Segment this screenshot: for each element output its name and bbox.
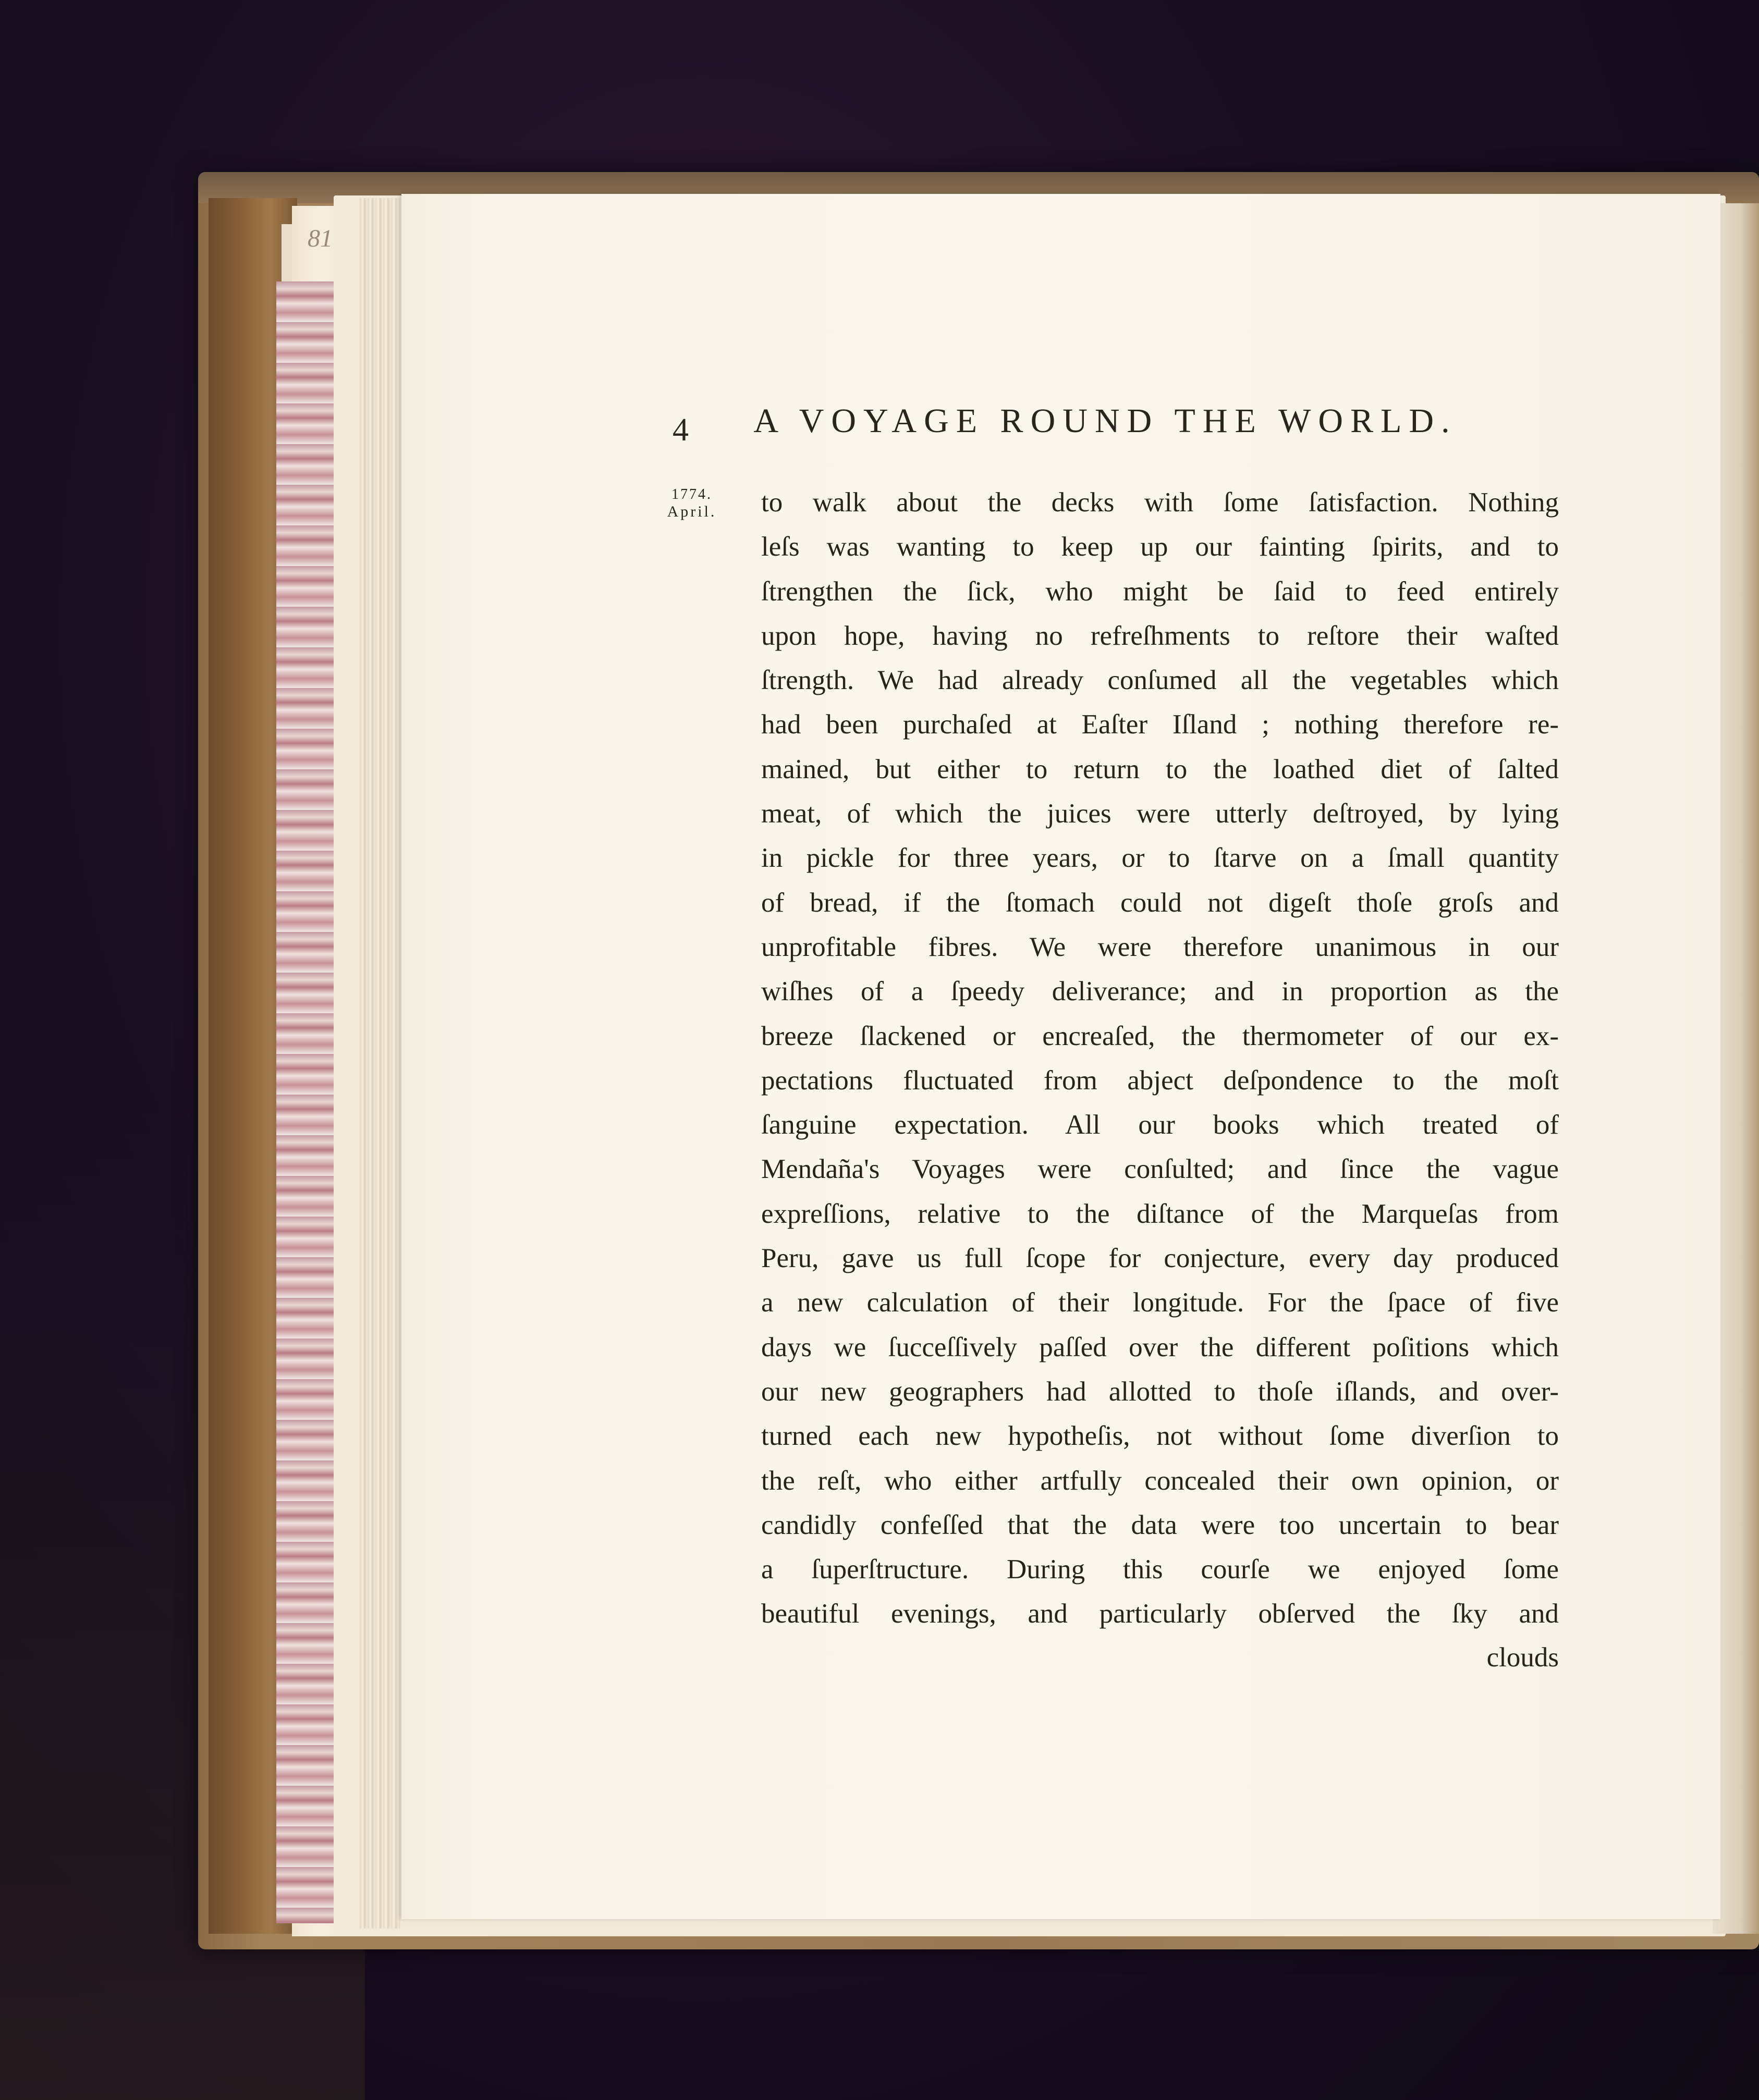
page-number: 4 — [673, 412, 689, 448]
text-line: ſtrength. We had already conſumed all the vegetables which — [761, 665, 1559, 696]
text-line: pectations fluctuated from abject deſpondence to the moſt — [761, 1065, 1559, 1096]
text-line: had been purchaſed at Eaſter Iſland ; nothing therefore re- — [761, 709, 1559, 740]
text-line: of bread, if the ſtomach could not digeſt thoſe groſs and — [761, 887, 1559, 918]
text-line: our new geographers had allotted to thoſe iſlands, and over- — [761, 1376, 1559, 1407]
margin-note-month: April. — [667, 503, 717, 520]
text-line: meat, of which the juices were utterly deſtroyed, by lying — [761, 799, 1559, 829]
margin-note — [658, 487, 726, 520]
text-line: beautiful evenings, and particularly obſerved the ſky and — [761, 1599, 1559, 1629]
endpaper-edge — [282, 224, 292, 281]
page-edges — [360, 198, 401, 1929]
text-line: ſtrengthen the ſick, who might be ſaid to feed entirely — [761, 576, 1559, 607]
marbled-endpaper — [276, 281, 334, 1923]
text-line: upon hope, having no refreſhments to reſtore their waſted — [761, 620, 1559, 651]
text-line: Mendaña's Voyages were conſulted; and ſince the vague — [761, 1154, 1559, 1185]
running-head: A VOYAGE ROUND THE WORLD. — [753, 402, 1457, 440]
text-line: Peru, gave us full ſcope for conjecture, every day produced — [761, 1243, 1559, 1274]
text-line: ſanguine expectation. All our books which treated of — [761, 1110, 1559, 1140]
text-line: to walk about the decks with ſome ſatisfaction. Nothing — [761, 487, 1559, 518]
text-line: candidly confeſſed that the data were too uncertain to bear — [761, 1509, 1559, 1540]
margin-note-year: 1774. — [671, 486, 712, 502]
text-line: leſs was wanting to keep up our fainting ſpirits, and to — [761, 532, 1559, 562]
catchword: clouds — [1486, 1642, 1559, 1673]
text-line: the reſt, who either artfully concealed their own opinion, or — [761, 1465, 1559, 1496]
text-line: in pickle for three years, or to ſtarve on a ſmall quantity — [761, 843, 1559, 874]
text-line: a ſuperſtructure. During this courſe we enjoyed ſome — [761, 1554, 1559, 1585]
text-line: days we ſucceſſively paſſed over the different poſitions which — [761, 1332, 1559, 1362]
text-line: breeze ſlackened or encreaſed, the thermometer of our ex- — [761, 1021, 1559, 1051]
text-line: turned each new hypotheſis, not without ſome diverſion to — [761, 1421, 1559, 1452]
text-line: expreſſions, relative to the diſtance of the Marqueſas from — [761, 1198, 1559, 1229]
text-line: mained, but either to return to the loathed diet of ſalted — [761, 754, 1559, 784]
body-text — [761, 481, 1559, 1637]
flyleaf-pencil-mark: 81 — [308, 225, 333, 252]
text-line: a new calculation of their longitude. For the ſpace of five — [761, 1287, 1559, 1318]
text-line: wiſhes of a ſpeedy deliverance; and in proportion as the — [761, 976, 1559, 1007]
text-line: unprofitable fibres. We were therefore unanimous in our — [761, 931, 1559, 962]
